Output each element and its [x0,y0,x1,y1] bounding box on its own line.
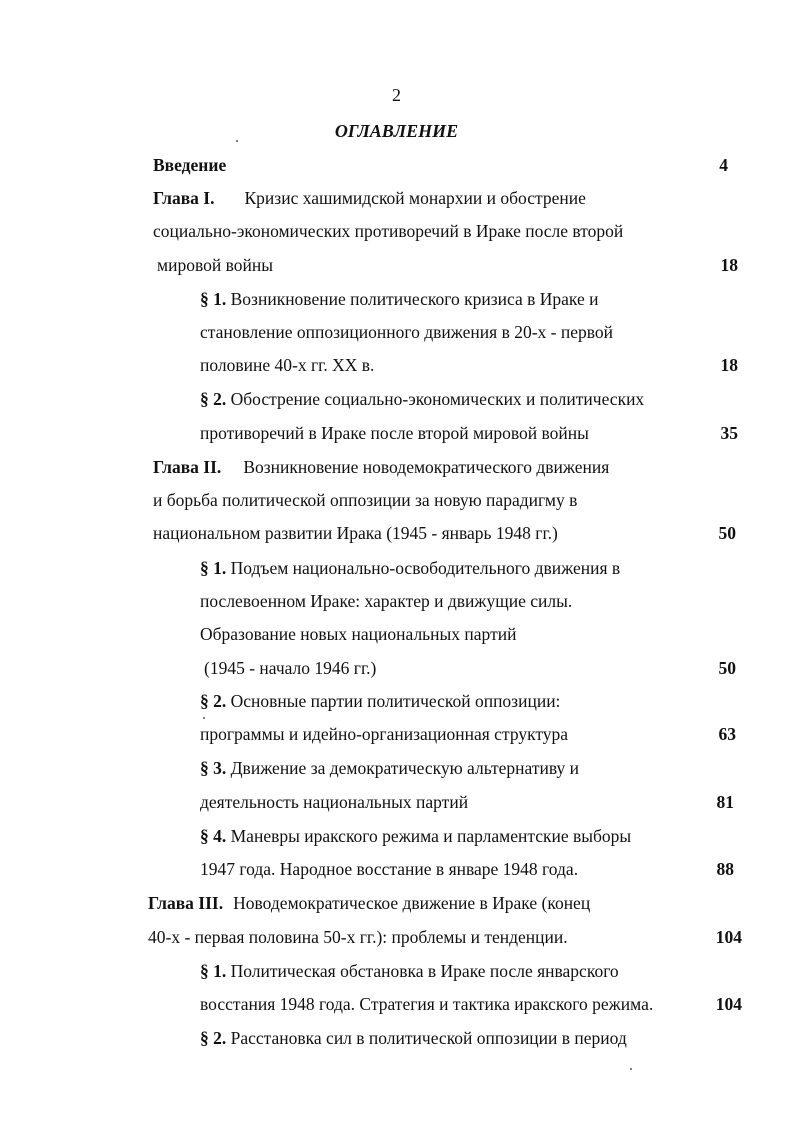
ch3-section-1-page: 104 [715,994,742,1014]
ch3-section-1-text-2: восстания 1948 года. Стратегия и тактика иракского режима. [200,994,654,1014]
toc-title: ОГЛАВЛЕНИЕ [334,121,459,141]
scan-speck [236,140,238,142]
ch2-section-1-text-3: Образование новых национальных партий [200,624,517,644]
chapter-3-label: Глава III. [148,893,224,913]
ch2-section-3-line-1 [200,760,579,778]
ch2-section-2-line-1 [200,693,560,711]
ch1-section-1-line-1 [200,291,599,309]
ch2-section-2-text-1: Основные партии политической оппозиции: [230,691,561,711]
ch2-section-1-text-1: Подъем национально-освободительного движения в [230,558,621,578]
ch1-section-1-text-3: половине 40-х гг. XX в. [200,355,375,375]
chapter-3-text-1: Новодемократическое движение в Ираке (конец [233,893,591,913]
chapter-3-text-2: 40-х - первая половина 50-х гг.): проблемы и тенденции. [148,927,568,947]
ch3-section-2-label: § 2. [200,1028,227,1048]
ch3-section-1-label: § 1. [200,961,227,981]
ch2-section-1-label: § 1. [200,558,227,578]
scan-speck [203,717,205,719]
ch2-section-3-text-1: Движение за демократическую альтернативу и [230,758,580,778]
ch2-section-4-text-1: Маневры иракского режима и парламентские выборы [230,826,632,846]
ch2-section-2-label: § 2. [200,691,227,711]
ch2-section-1-page: 50 [718,658,736,678]
ch3-section-1-line-1 [200,963,619,981]
chapter-3-page: 104 [715,927,742,947]
ch2-section-1-text-2: послевоенном Ираке: характер и движущие силы. [200,591,573,611]
toc-entry-intro-page: 4 [719,155,728,175]
ch3-section-1-text-1: Политическая обстановка в Ираке после январского [230,961,619,981]
ch3-section-2-text-1: Расстановка сил в политической оппозиции в период [230,1028,627,1048]
ch1-section-2-text-2: противоречий в Ираке после второй мировой войны [200,423,589,443]
chapter-1-text-3: мировой войны [157,255,273,275]
chapter-2-label: Глава II. [153,457,222,477]
ch2-section-1-line-1 [200,560,620,578]
ch2-section-3-page: 81 [716,792,734,812]
ch1-section-1-text-1: Возникновение политического кризиса в Ираке и [230,289,599,309]
chapter-1-text-2: социально-экономических противоречий в Ираке после второй [153,221,624,241]
ch2-section-4-page: 88 [716,859,734,879]
chapter-1-label: Глава I. [153,188,215,208]
ch1-section-2-label: § 2. [200,389,227,409]
toc-chapter-1-line-1 [153,190,586,208]
scan-speck [630,1068,632,1070]
ch1-section-1-page: 18 [720,355,738,375]
ch3-section-2-line-1 [200,1030,627,1048]
toc-chapter-3-line-1 [148,895,590,913]
chapter-2-text-3: национальном развитии Ирака (1945 - январь 1948 гг.) [153,523,558,543]
ch1-section-1-label: § 1. [200,289,227,309]
chapter-2-text-2: и борьба политической оппозиции за новую парадигму в [153,490,578,510]
chapter-2-page: 50 [718,523,736,543]
ch2-section-3-text-2: деятельность национальных партий [200,792,469,812]
ch2-section-4-label: § 4. [200,826,227,846]
ch2-section-2-page: 63 [718,724,736,744]
chapter-1-page: 18 [720,255,738,275]
ch1-section-2-page: 35 [720,423,738,443]
ch2-section-4-line-1 [200,828,631,846]
ch1-section-1-text-2: становление оппозиционного движения в 20-х - первой [200,322,614,342]
ch1-section-2-line-1 [200,391,644,409]
ch2-section-3-label: § 3. [200,758,227,778]
page-number: 2 [392,85,401,105]
ch2-section-2-text-2: программы и идейно-организационная структура [200,724,569,744]
ch2-section-4-text-2: 1947 года. Народное восстание в январе 1948 года. [200,859,579,879]
toc-entry-intro-label: Введение [153,155,227,175]
ch1-section-2-text-1: Обострение социально-экономических и политических [230,389,645,409]
ch2-section-1-text-4: (1945 - начало 1946 гг.) [204,658,377,678]
toc-chapter-2-line-1 [153,459,609,477]
chapter-1-text-1: Кризис хашимидской монархии и обострение [244,188,586,208]
chapter-2-text-1: Возникновение новодемократического движения [243,457,610,477]
